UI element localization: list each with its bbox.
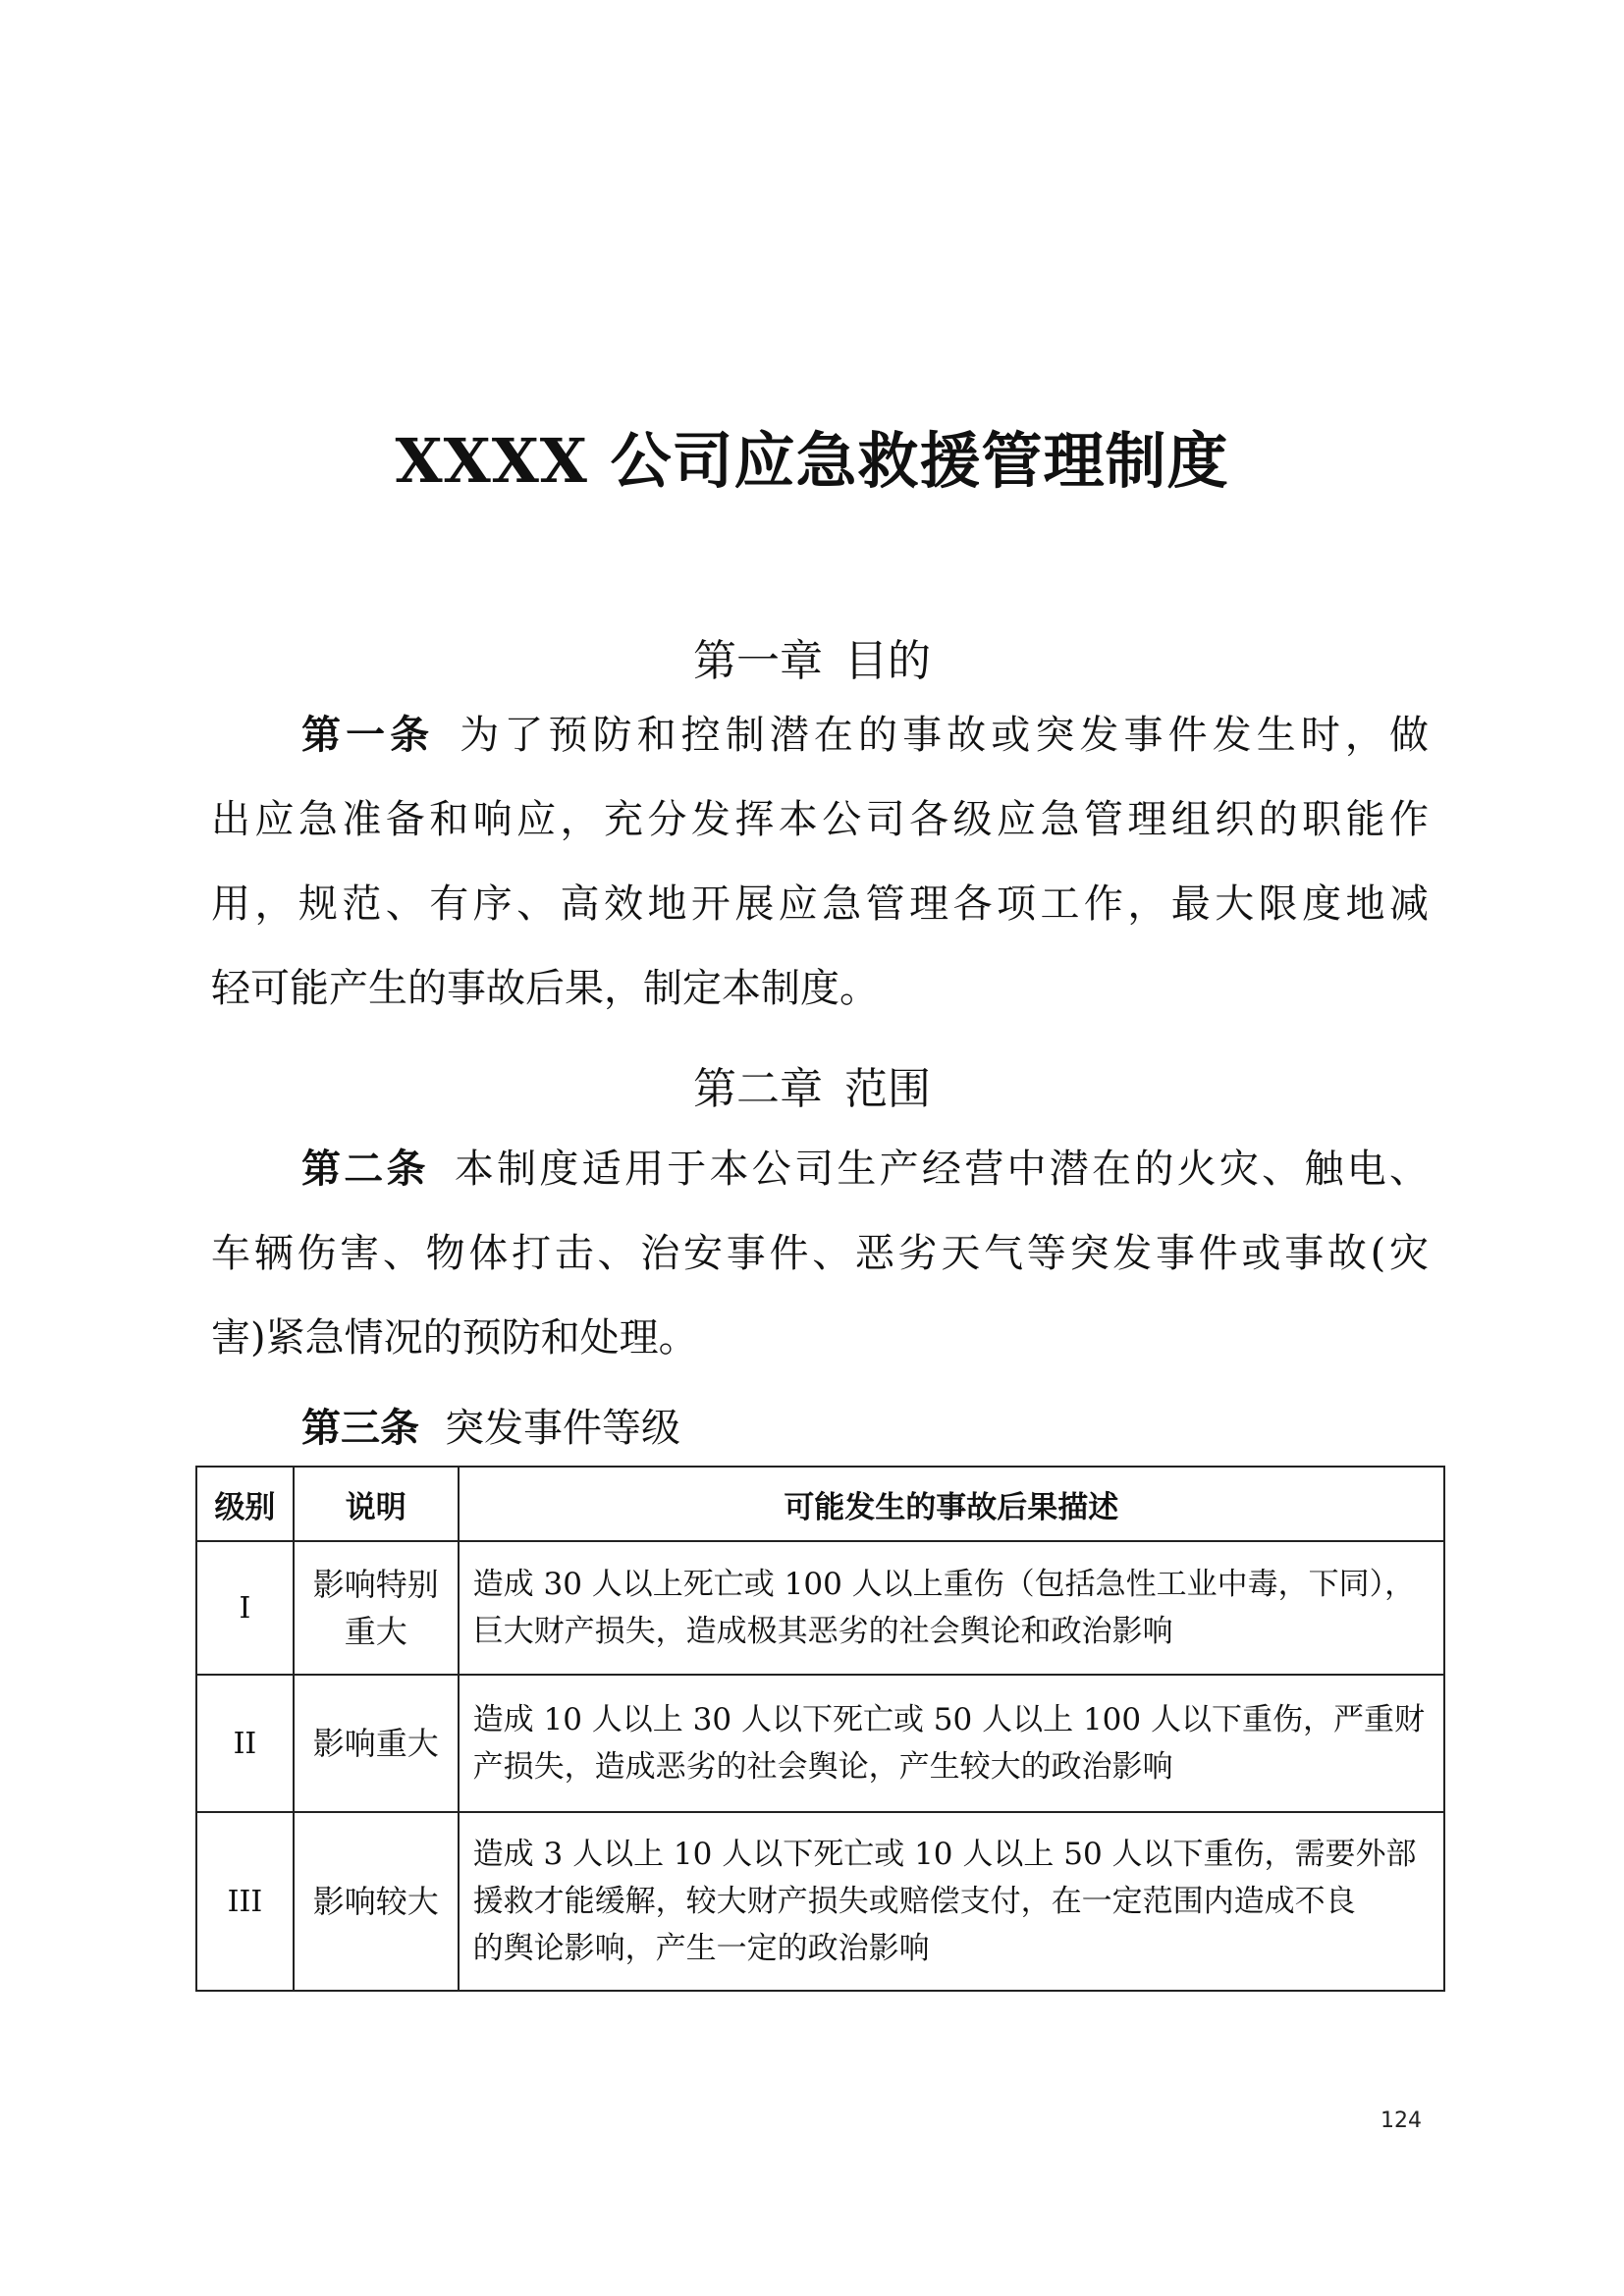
chapter-1-title: 目的 — [844, 636, 931, 686]
description-line: 重大 — [344, 1613, 407, 1650]
article-2-label: 第二条 — [301, 1147, 429, 1192]
article-2-line-2: 车辆伤害、物体打击、治安事件、恶劣天气等突发事件或事故(灾 — [211, 1231, 1429, 1276]
outcome-line: 援救才能缓解，较大财产损失或赔偿支付，在一定范围内造成不良 — [472, 1884, 1356, 1919]
document-title: XXXX 公司应急救援管理制度 — [395, 425, 1229, 497]
description-cell — [294, 1541, 459, 1675]
chapter-1-heading — [0, 625, 1624, 688]
outcome-line: 产损失，造成恶劣的社会舆论，产生较大的政治影响 — [472, 1749, 1173, 1785]
level-cell: I — [196, 1541, 294, 1675]
table-row — [196, 1541, 1444, 1675]
description-line: 影响特别 — [312, 1566, 439, 1603]
article-2-line-3: 害)紧急情况的预防和处理。 — [211, 1315, 698, 1361]
description-cell — [294, 1675, 459, 1812]
chapter-2-number: 第二章 — [693, 1064, 823, 1114]
outcome-cell — [459, 1541, 1444, 1675]
level-cell: III — [196, 1812, 294, 1991]
article-1-line-4: 轻可能产生的事故后果，制定本制度。 — [211, 966, 879, 1011]
article-1-label: 第一条 — [301, 713, 435, 758]
table-row — [196, 1675, 1444, 1812]
outcome-line: 的舆论影响，产生一定的政治影响 — [472, 1931, 930, 1966]
article-1-text-1: 为了预防和控制潜在的事故或突发事件发生时，做 — [460, 713, 1429, 758]
header-level: 级别 — [196, 1467, 294, 1541]
chapter-1-number: 第一章 — [693, 636, 823, 686]
article-3 — [301, 1386, 680, 1470]
article-1-paragraph — [211, 693, 1429, 1031]
article-3-label: 第三条 — [301, 1406, 419, 1451]
outcome-cell — [459, 1812, 1444, 1991]
article-1-line-1 — [211, 693, 1429, 777]
chapter-2-heading — [0, 1053, 1624, 1116]
description-line: 影响重大 — [312, 1725, 439, 1762]
table-header-row — [196, 1467, 1444, 1541]
outcome-line: 造成 30 人以上死亡或 100 人以上重伤（包括急性工业中毒，下同）， — [472, 1567, 1416, 1602]
outcome-line: 造成 10 人以上 30 人以下死亡或 50 人以上 100 人以下重伤，严重财 — [472, 1702, 1425, 1737]
description-cell — [294, 1812, 459, 1991]
description-line: 影响较大 — [312, 1883, 439, 1920]
outcome-line: 巨大财产损失，造成极其恶劣的社会舆论和政治影响 — [472, 1614, 1173, 1649]
article-2-paragraph — [211, 1127, 1429, 1380]
incident-levels-table — [195, 1466, 1445, 1992]
header-outcome: 可能发生的事故后果描述 — [459, 1467, 1444, 1541]
header-description: 说明 — [294, 1467, 459, 1541]
article-1-line-2: 出应急准备和响应，充分发挥本公司各级应急管理组织的职能作 — [211, 797, 1429, 842]
article-2-line-1 — [211, 1127, 1429, 1211]
page-number: 124 — [1380, 2109, 1422, 2133]
outcome-line: 造成 3 人以上 10 人以下死亡或 10 人以上 50 人以下重伤，需要外部 — [472, 1837, 1417, 1872]
article-1-line-3: 用，规范、有序、高效地开展应急管理各项工作，最大限度地减 — [211, 881, 1429, 927]
outcome-cell — [459, 1675, 1444, 1812]
article-3-text: 突发事件等级 — [445, 1406, 680, 1451]
article-2-text-1: 本制度适用于本公司生产经营中潜在的火灾、触电、 — [454, 1147, 1430, 1192]
chapter-2-title: 范围 — [844, 1064, 931, 1114]
level-cell: II — [196, 1675, 294, 1812]
table-row — [196, 1812, 1444, 1991]
